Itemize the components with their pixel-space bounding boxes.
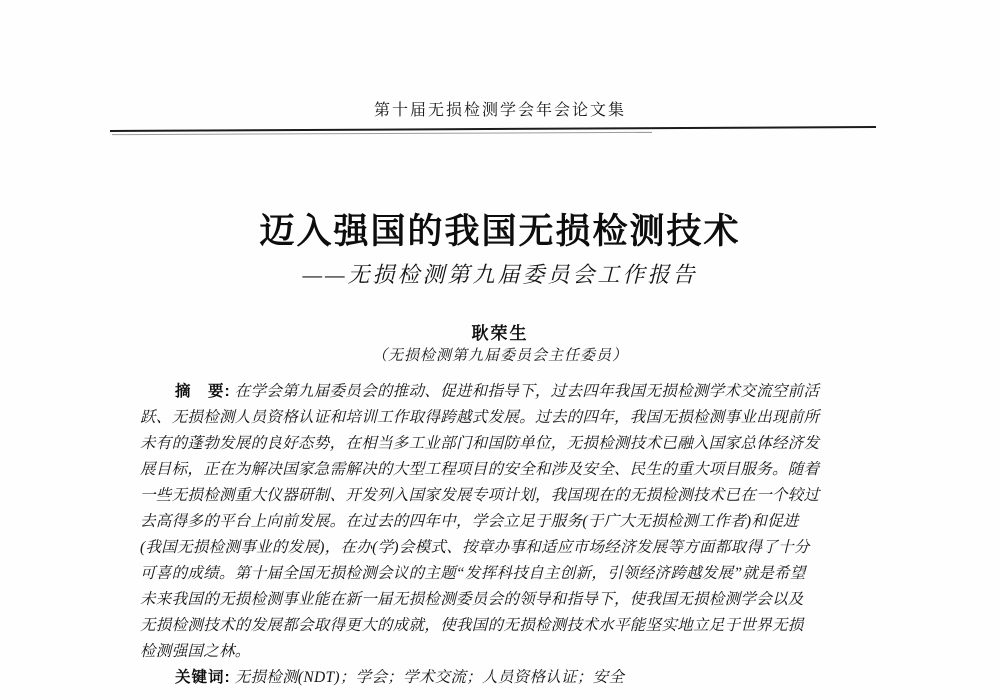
abstract-line: 展目标，正在为解决国家急需解决的大型工程项目的安全和涉及安全、民生的重大项目服务。随着 bbox=[140, 461, 820, 478]
abstract-line: 无损检测技术的发展都会取得更大的成就，使我国的无损检测技术水平能坚实地立足于世界无损 bbox=[140, 617, 804, 634]
abstract-line: 检测强国之林。 bbox=[140, 643, 251, 660]
abstract-line: (我国无损检测事业的发展)，在办(学)会模式、按章办事和适应市场经济发展等方面都取得了十分 bbox=[140, 539, 810, 556]
abstract-line bbox=[140, 379, 872, 405]
keywords-line bbox=[140, 665, 872, 691]
abstract-block bbox=[140, 379, 872, 691]
keywords-text: 无损检测(NDT)；学会；学术交流；人员资格认证；安全 bbox=[234, 669, 625, 686]
page-subtitle: ——无损检测第九届委员会工作报告 bbox=[302, 262, 698, 287]
author-affiliation: （无损检测第九届委员会主任委员） bbox=[371, 348, 628, 364]
abstract-label: 摘 要: bbox=[175, 383, 231, 400]
header-divider-scan-echo bbox=[112, 132, 652, 135]
running-header: 第十届无损检测学会年会论文集 bbox=[373, 102, 626, 119]
abstract-line: 可喜的成绩。第十届全国无损检测会议的主题“发挥科技自主创新，引领经济跨越发展”就是希望 bbox=[140, 565, 806, 582]
author-name: 耿荣生 bbox=[471, 324, 529, 343]
abstract-line: 未来我国的无损检测事业能在新一届无损检测委员会的领导和指导下，使我国无损检测学会以及 bbox=[140, 591, 804, 608]
abstract-line-text: 在学会第九届委员会的推动、促进和指导下，过去四年我国无损检测学术交流空前活 bbox=[234, 383, 820, 400]
abstract-line: 未有的蓬勃发展的良好态势，在相当多工业部门和国防单位，无损检测技术已融入国家总体经济发 bbox=[140, 435, 820, 452]
abstract-line: 跃、无损检测人员资格认证和培训工作取得跨越式发展。过去的四年，我国无损检测事业出现前所 bbox=[140, 409, 820, 426]
keywords-label: 关键词: bbox=[175, 669, 231, 686]
page-title: 迈入强国的我国无损检测技术 bbox=[259, 212, 741, 251]
abstract-line: 去高得多的平台上向前发展。在过去的四年中，学会立足于服务(于广大无损检测工作者)和促进 bbox=[140, 513, 799, 530]
abstract-line: 一些无损检测重大仪器研制、开发列入国家发展专项计划，我国现在的无损检测技术已在一个较过 bbox=[140, 487, 820, 504]
header-divider-line bbox=[110, 126, 876, 132]
